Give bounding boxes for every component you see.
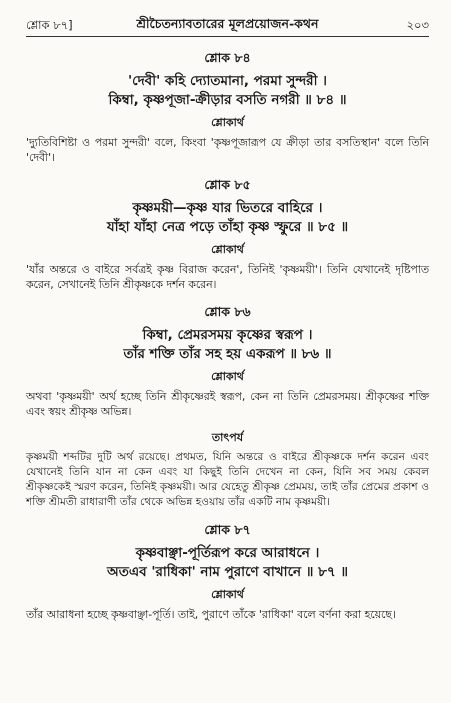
translation-text: তাঁর আরাধনা হচ্ছে কৃষ্ণবাঞ্ছা-পূর্তি। তাই, পুরাণে তাঁকে 'রাধিকা' বলে বর্ণনা করা হয়েছে। — [26, 608, 396, 621]
verse-line: তাঁর শক্তি তাঁর সহ হয় একরূপ ॥ ৮৬ ॥ — [123, 346, 332, 362]
header-chapter-title: শ্রীচৈতন্যাবতারের মূলপ্রয়োজন-কথন — [136, 16, 319, 31]
translation-text: অথবা 'কৃষ্ণময়ী' অর্থ হচ্ছে তিনি শ্রীকৃষ্ণেরই স্বরূপ, কেন না তিনি প্রেমরসময়। শ্রীকৃষ্ণের শক্তি এবং স্বয়ং শ্রীকৃষ্ণ অভিন্ন। — [26, 390, 429, 418]
sloka-block — [26, 177, 429, 292]
translation-text: 'যাঁর অন্তরে ও বাইরে সর্বত্রই কৃষ্ণ বিরাজ করেন', তিনিই 'কৃষ্ণময়ী'। তিনি যেখানেই দৃষ্টিপাত করেন, সেখানেই তিনি শ্রীকৃষ্ণকে দর্শন করেন। — [26, 263, 429, 291]
verse-line: কিম্বা, কৃষ্ণপূজা-ক্রীড়ার বসতি নগরী ॥ ৮৪ ॥ — [108, 92, 347, 108]
sloka-title: শ্লোক ৮৪ — [204, 50, 251, 65]
verse-line: যাঁহা যাঁহা নেত্র পড়ে তাঁহা কৃষ্ণ স্ফুরে ॥ ৮৫ ॥ — [106, 219, 349, 235]
sloka-block — [26, 50, 429, 165]
verse-line: অতএব 'রাধিকা' নাম পুরাণে বাখানে ॥ ৮৭ ॥ — [107, 564, 348, 580]
purport-text: কৃষ্ণময়ী শব্দটির দুটি অর্থ রয়েছে। প্রথমত, যিনি অন্তরে ও বাইরে শ্রীকৃষ্ণকে দর্শন করেন এবং যেখানেই তিনি যান না কেন এবং যা কিছুই তিনি দেখেন না কেন, যিনি সব সময় কেবল শ্রীকৃষ্ণকেই স্মরণ করেন, তিনিই কৃষ্ণময়ী। আর যেহেতু শ্রীকৃষ্ণ প্রেমময়, তাই তাঁর প্রেমের প্রকাশ ও শক্তি শ্রীমতী রাধারাণী তাঁর থেকে অভিন্ন হওয়ায় তাঁর একটি নাম কৃষ্ণময়ী। — [26, 451, 429, 508]
sloka-title: শ্লোক ৮৭ — [204, 522, 251, 537]
translation-label: শ্লোকার্থ — [211, 243, 244, 256]
verse-line: 'দেবী' কহি দ্যোতমানা, পরমা সুন্দরী । — [127, 73, 328, 89]
purport-label: তাৎপর্য — [211, 431, 244, 444]
header-verse-ref: শ্লোক ৮৭] — [26, 18, 73, 32]
sloka-title: শ্লোক ৮৫ — [204, 177, 251, 192]
purport-block — [26, 429, 429, 510]
translation-text: 'দ্যুতিবিশিষ্টা ও পরমা সুন্দরী' বলে, কিংবা 'কৃষ্ণপূজারূপ যে ক্রীড়া তার বসতিস্থান' বলে তিনি 'দেবী'। — [26, 136, 429, 164]
verse-line: কৃষ্ণবাঞ্ছা-পূর্তিরূপ করে আরাধনে । — [135, 545, 320, 561]
sloka-title: শ্লোক ৮৬ — [204, 304, 251, 319]
running-header — [26, 14, 429, 37]
verse-line: কৃষ্ণময়ী—কৃষ্ণ যার ভিতরে বাহিরে । — [132, 200, 323, 216]
translation-label: শ্লোকার্থ — [211, 116, 244, 129]
sloka-block — [26, 522, 429, 622]
verse-line: কিম্বা, প্রেমরসময় কৃষ্ণের স্বরূপ । — [142, 327, 313, 343]
translation-label: শ্লোকার্থ — [211, 588, 244, 601]
sloka-block — [26, 304, 429, 419]
translation-label: শ্লোকার্থ — [211, 370, 244, 383]
page-number: ২০৩ — [406, 18, 429, 32]
page-content — [26, 44, 429, 622]
